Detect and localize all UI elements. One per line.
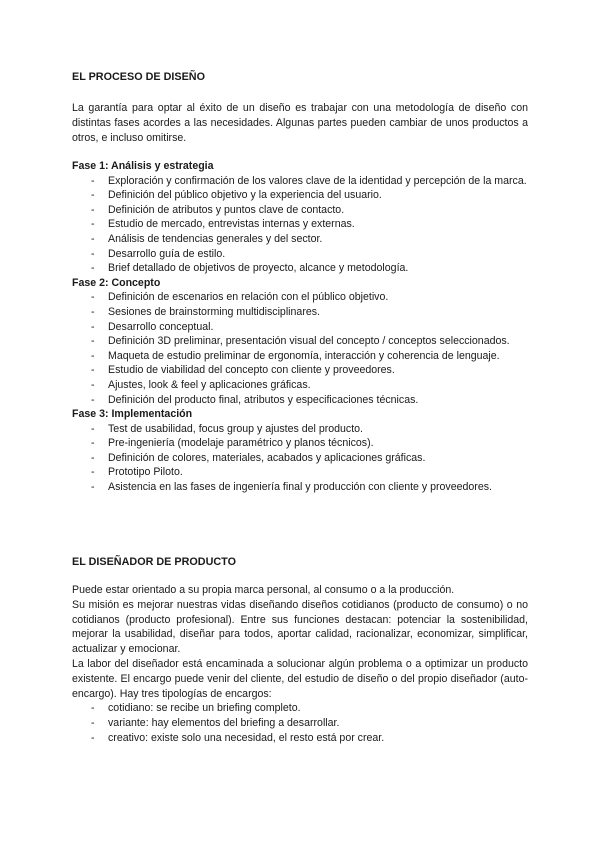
paragraph-mision: Su misión es mejorar nuestras vidas diseñando diseños cotidianos (producto de consumo) o no cotidianos (producto profesional). Entre sus funciones destacan: potenciar la sostenibilidad, mejorar la usabilidad, diseñar para todos, aportar calidad, racionalizar, economizar, simplificar, actualizar y emocionar. [72,598,528,656]
list-item: - Test de usabilidad, focus group y ajustes del producto. [72,422,528,437]
encargos-list [72,701,528,745]
phase-items-list [72,290,528,407]
list-item: - cotidiano: se recibe un briefing completo. [72,701,528,716]
section-heading-disenador: EL DISEÑADOR DE PRODUCTO [72,556,236,568]
list-item: - Definición de colores, materiales, acabados y aplicaciones gráficas. [72,451,528,466]
phase-items-list [72,422,528,495]
list-item: - Sesiones de brainstorming multidisciplinares. [72,305,528,320]
list-item: - Definición 3D preliminar, presentación visual del concepto / conceptos seleccionados. [72,334,528,349]
list-item: - Prototipo Piloto. [72,465,528,480]
phase-items-list [72,174,528,276]
list-item: - Exploración y confirmación de los valores clave de la identidad y percepción de la marca. [72,174,528,189]
list-item: - Definición de atributos y puntos clave de contacto. [72,203,528,218]
phase-title: Fase 1: Análisis y estrategia [72,160,214,172]
list-item: - Análisis de tendencias generales y del sector. [72,232,528,247]
paragraph-labor: La labor del diseñador está encaminada a solucionar algún problema o a optimizar un producto existente. El encargo puede venir del cliente, del estudio de diseño o del propio diseñador (auto-encargo). Hay tres tipologías de encargos: [72,657,528,700]
list-item: - Estudio de viabilidad del concepto con cliente y proveedores. [72,363,528,378]
section-heading-proceso: EL PROCESO DE DISEÑO [72,71,205,83]
list-item: - Brief detallado de objetivos de proyecto, alcance y metodología. [72,261,528,276]
list-item: - Definición del público objetivo y la experiencia del usuario. [72,188,528,203]
list-item: - Maqueta de estudio preliminar de ergonomía, interacción y coherencia de lenguaje. [72,349,528,364]
list-item: - Desarrollo conceptual. [72,320,528,335]
list-item: - Definición del producto final, atributos y especificaciones técnicas. [72,393,528,408]
disenador-section [72,583,528,746]
list-item: - Estudio de mercado, entrevistas internas y externas. [72,217,528,232]
list-item: - Desarrollo guía de estilo. [72,247,528,262]
list-item: - variante: hay elementos del briefing a desarrollar. [72,716,528,731]
list-item: - Pre-ingeniería (modelaje paramétrico y planos técnicos). [72,436,528,451]
phases-list [72,159,528,495]
list-item: - Asistencia en las fases de ingeniería final y producción con cliente y proveedores. [72,480,528,495]
phase-title: Fase 3: Implementación [72,408,193,421]
phase-title: Fase 2: Concepto [72,276,161,289]
list-item: - creativo: existe solo una necesidad, el resto está por crear. [72,731,528,746]
intro-paragraph: La garantía para optar al éxito de un diseño es trabajar con una metodología de diseño con distintas fases acordes a las necesidades. Algunas partes pueden cambiar de unos productos a otros, e incluso omitirse. [72,102,528,144]
list-item: - Definición de escenarios en relación con el público objetivo. [72,290,528,305]
list-item: - Ajustes, look & feel y aplicaciones gráficas. [72,378,528,393]
paragraph-orientacion: Puede estar orientado a su propia marca personal, al consumo o a la producción. [72,584,455,596]
